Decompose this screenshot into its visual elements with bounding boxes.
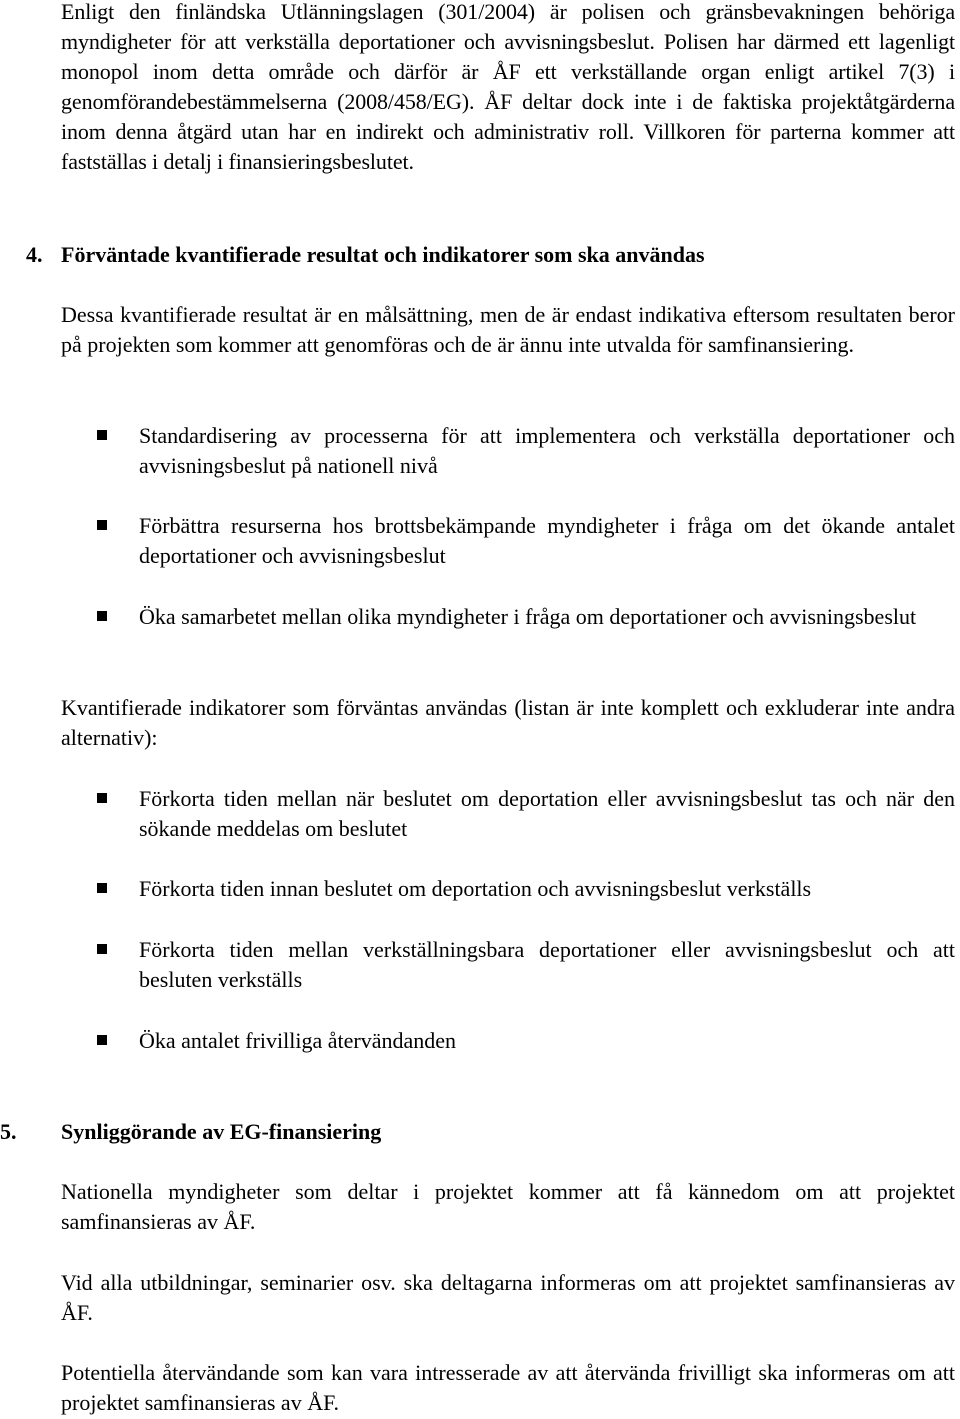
- result-item-text: Öka samarbetet mellan olika myndigheter i fråga om deportationer och avvisningsbeslut: [139, 604, 917, 629]
- indicator-item-text: Förkorta tiden innan beslutet om deportation och avvisningsbeslut verkställs: [139, 876, 812, 901]
- intro-paragraph: Enligt den finländska Utlänningslagen (301/2004) är polisen och gränsbevakningen behöriga myndigheter för att verkställa deportationer och avvisningsbeslut. Polisen har därmed ett lagenligt monopol inom detta område och därför är ÅF ett verkställande organ enligt artikel 7(3) i genomförandebestämmelserna (2008/458/EG). ÅF deltar dock inte i de faktiska projektåtgärderna inom denna åtgärd utan har en indirekt och administrativ roll. Villkoren för parterna kommer att fastställas i detalj i finansieringsbeslutet.: [61, 0, 955, 174]
- square-bullet-icon: [97, 430, 107, 440]
- square-bullet-icon: [97, 944, 107, 954]
- section-5-number: 5.: [0, 1119, 17, 1144]
- indicator-item-text: Förkorta tiden mellan när beslutet om deportation eller avvisningsbeslut tas och när den sökande meddelas om beslutet: [139, 786, 955, 841]
- square-bullet-icon: [97, 611, 107, 621]
- indicators-intro: Kvantifierade indikatorer som förväntas användas (listan är inte komplett och exkluderar inte andra alternativ):: [61, 695, 955, 750]
- section-5-title: Synliggörande av EG-finansiering: [61, 1119, 382, 1144]
- square-bullet-icon: [97, 520, 107, 530]
- section-5-paragraph: Potentiella återvändande som kan vara intresserade av att återvända frivilligt ska informeras om att projektet samfinansieras av ÅF.: [61, 1360, 955, 1415]
- square-bullet-icon: [97, 1035, 107, 1045]
- result-item-text: Standardisering av processerna för att implementera och verkställa deportationer och avvisningsbeslut på nationell nivå: [139, 423, 955, 478]
- section-4-number: 4.: [26, 242, 43, 267]
- indicator-item-text: Förkorta tiden mellan verkställningsbara deportationer eller avvisningsbeslut och att besluten verkställs: [139, 937, 955, 992]
- square-bullet-icon: [97, 883, 107, 893]
- section-4-intro: Dessa kvantifierade resultat är en målsättning, men de är endast indikativa eftersom resultaten beror på projekten som kommer att genomföras och de är ännu inte utvalda för samfinansiering.: [61, 302, 955, 357]
- indicator-item-text: Öka antalet frivilliga återvändanden: [139, 1028, 457, 1053]
- section-5-paragraph: Vid alla utbildningar, seminarier osv. ska deltagarna informeras om att projektet samfinansieras av ÅF.: [61, 1270, 955, 1325]
- result-item-text: Förbättra resurserna hos brottsbekämpande myndigheter i fråga om det ökande antalet deportationer och avvisningsbeslut: [139, 513, 955, 568]
- section-5-paragraph: Nationella myndigheter som deltar i projektet kommer att få kännedom om att projektet samfinansieras av ÅF.: [61, 1179, 955, 1234]
- section-4-title: Förväntade kvantifierade resultat och indikatorer som ska användas: [61, 242, 705, 267]
- square-bullet-icon: [97, 793, 107, 803]
